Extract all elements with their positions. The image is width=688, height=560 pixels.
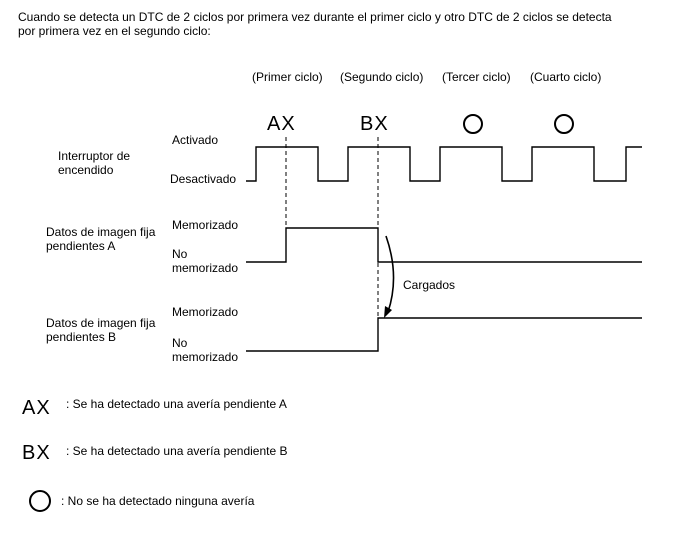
cycle-label-4: (Cuarto ciclo) (530, 70, 602, 84)
data-a-memorized-label: Memorizado (172, 218, 239, 232)
diagram-title: Cuando se detecta un DTC de 2 ciclos por primera vez durante el primer ciclo y otro DTC de 2 ciclos se detecta por primera vez en el segundo ciclo: (18, 10, 612, 38)
legend-o-text: : No se ha detectado ninguna avería (61, 494, 255, 508)
loaded-label: Cargados (403, 278, 456, 292)
data-b-memorized-label: Memorizado (172, 305, 239, 319)
loaded-arrowhead (384, 306, 392, 318)
cycle-label-3: (Tercer ciclo) (442, 70, 511, 84)
ignition-off-label: Desactivado (170, 172, 237, 186)
legend-o-symbol (30, 491, 50, 511)
ignition-waveform (246, 147, 642, 181)
ignition-label: Interruptor de encendido (58, 149, 131, 177)
cycle-mark-o-3 (464, 115, 482, 133)
legend-ax-symbol: AX (22, 397, 51, 419)
cycle-label-2: (Segundo ciclo) (340, 70, 424, 84)
data-b-label: Datos de imagen fija pendientes B (46, 316, 156, 344)
data-a-label: Datos de imagen fija pendientes A (46, 225, 156, 253)
data-a-not-memorized-label: No memorizado (172, 247, 239, 275)
legend-bx-text: : Se ha detectado una avería pendiente B (66, 444, 288, 458)
ignition-on-label: Activado (172, 133, 219, 147)
cycle-mark-ax: AX (267, 113, 296, 135)
cycle-label-1: (Primer ciclo) (252, 70, 323, 84)
loaded-arrow (386, 236, 394, 312)
data-b-waveform (246, 318, 642, 351)
cycle-mark-bx: BX (360, 113, 389, 135)
data-a-waveform (246, 228, 642, 262)
data-b-not-memorized-label: No memorizado (172, 336, 239, 364)
cycle-mark-o-4 (555, 115, 573, 133)
legend-ax-text: : Se ha detectado una avería pendiente A (66, 397, 287, 411)
legend-bx-symbol: BX (22, 442, 51, 464)
